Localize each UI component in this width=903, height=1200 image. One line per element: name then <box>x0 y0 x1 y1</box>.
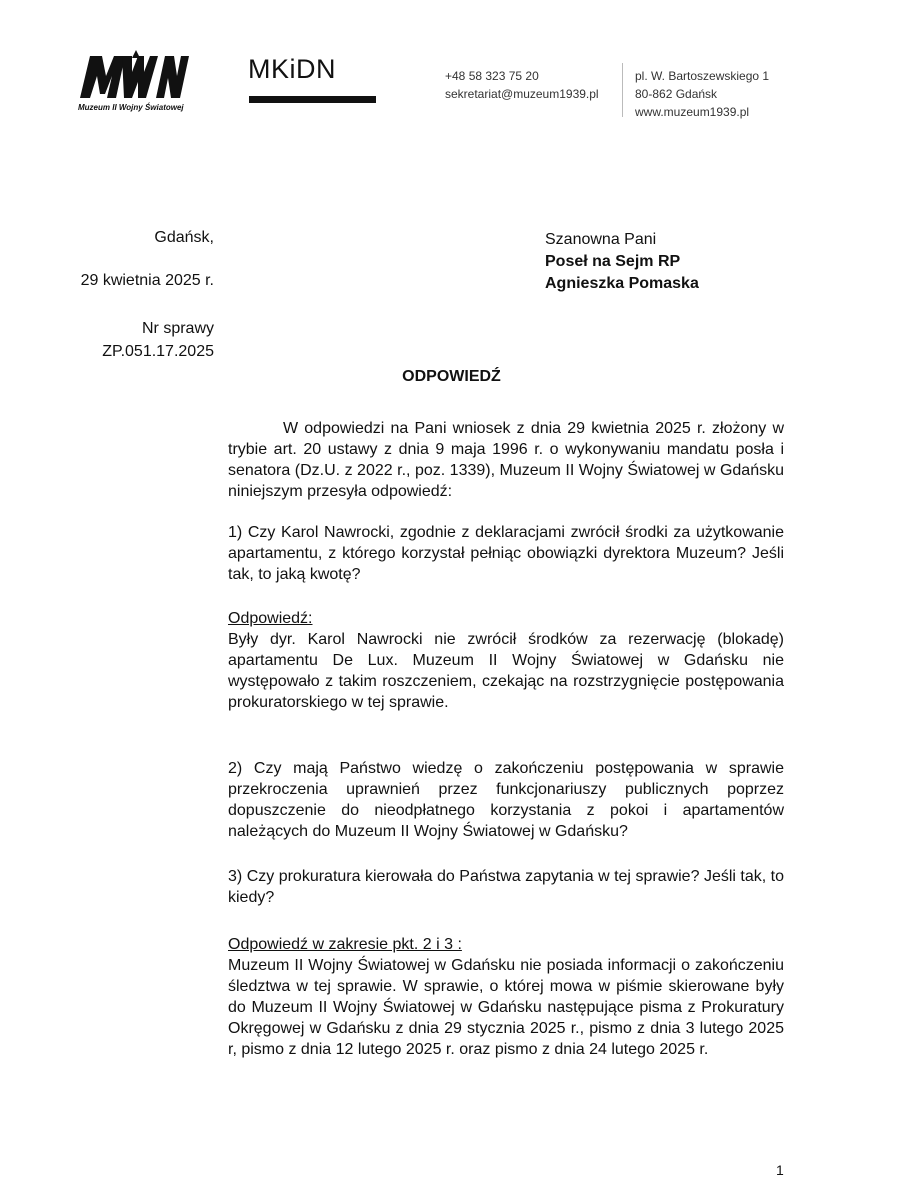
website: www.muzeum1939.pl <box>635 105 750 119</box>
question-3-text: 3) Czy prokuratura kierowała do Państwa zapytania w tej sprawie? Jeśli tak, to kiedy? <box>228 868 784 906</box>
case-number: ZP.051.17.2025 <box>102 343 214 360</box>
question-2-text: 2) Czy mają Państwo wiedzę o zakończeniu postępowania w sprawie przekroczenia uprawnień przez funkcjonariuszy publicznych poprzez dopuszczenie do nieodpłatnego korzystania z pokoi i apartamentów należących do Muzeum II Wojny Światowej w Gdańsku? <box>228 760 784 840</box>
intro-paragraph <box>228 418 784 502</box>
question-3 <box>228 866 784 908</box>
header-divider <box>622 63 623 117</box>
postal-city: 80-862 Gdańsk <box>635 87 718 101</box>
answer-2-3-text: Muzeum II Wojny Światowej w Gdańsku nie posiada informacji o zakończeniu śledztwa w tej sprawie. W sprawie, o której mowa w piśmie skierowane były do Muzeum II Wojny Światowej w Gdańsku następujące pisma z Prokuratury Okręgowej w Gdańsku z dnia 29 stycznia 2025 r., pismo z dnia 3 lutego 2025 r, pismo z dnia 12 lutego 2025 r. oraz pismo z dnia 24 lutego 2025 r. <box>228 957 784 1058</box>
answer-1-text: Były dyr. Karol Nawrocki nie zwrócił środków za rezerwację (blokadę) apartamentu De Lux. Muzeum II Wojny Światowej w Gdańsku nie występowało z takim roszczeniem, czekając na rozstrzygnięcie postępowania prokuratorskiego w tej sprawie. <box>228 631 784 711</box>
intro-text: W odpowiedzi na Pani wniosek z dnia 29 kwietnia 2025 r. złożony w trybie art. 20 ustawy z dnia 9 maja 1996 r. o wykonywaniu mandatu posła i senatora (Dz.U. z 2022 r., poz. 1339), Muzeum II Wojny Światowej w Gdańsku niniejszym przesyła odpowiedź: <box>228 420 784 500</box>
place: Gdańsk, <box>154 229 214 246</box>
letter-date: 29 kwietnia 2025 r. <box>80 272 214 289</box>
address-block <box>635 67 769 121</box>
page-number: 1 <box>776 1162 784 1178</box>
recipient-role: Poseł na Sejm RP <box>545 253 681 270</box>
answer-2-3 <box>228 934 784 1060</box>
question-1 <box>228 522 784 585</box>
street-address: pl. W. Bartoszewskiego 1 <box>635 69 770 83</box>
answer-1-label: Odpowiedź: <box>228 610 313 627</box>
answer-2-3-label: Odpowiedź w zakresie pkt. 2 i 3 : <box>228 936 462 953</box>
phone-number: +48 58 323 75 20 <box>445 69 539 83</box>
mkidn-logo: MKiDN <box>248 54 336 84</box>
document-title: ODPOWIEDŹ <box>402 368 501 385</box>
email-address: sekretariat@muzeum1939.pl <box>445 87 599 101</box>
case-label: Nr sprawy <box>141 320 214 337</box>
greeting: Szanowna Pani <box>545 231 657 248</box>
answer-1 <box>228 608 784 713</box>
contact-block <box>445 67 599 103</box>
mkidn-logo-bar <box>249 96 376 103</box>
question-1-text: 1) Czy Karol Nawrocki, zgodnie z deklaracjami zwrócił środki za użytkowanie apartamentu, z którego korzystał pełniąc obowiązki dyrektora Muzeum? Jeśli tak, to jaką kwotę? <box>228 524 784 583</box>
recipient-name: Agnieszka Pomaska <box>545 275 699 292</box>
question-2 <box>228 758 784 842</box>
recipient-block <box>545 229 699 295</box>
museum-logo-caption: Muzeum II Wojny Światowej <box>78 103 184 112</box>
